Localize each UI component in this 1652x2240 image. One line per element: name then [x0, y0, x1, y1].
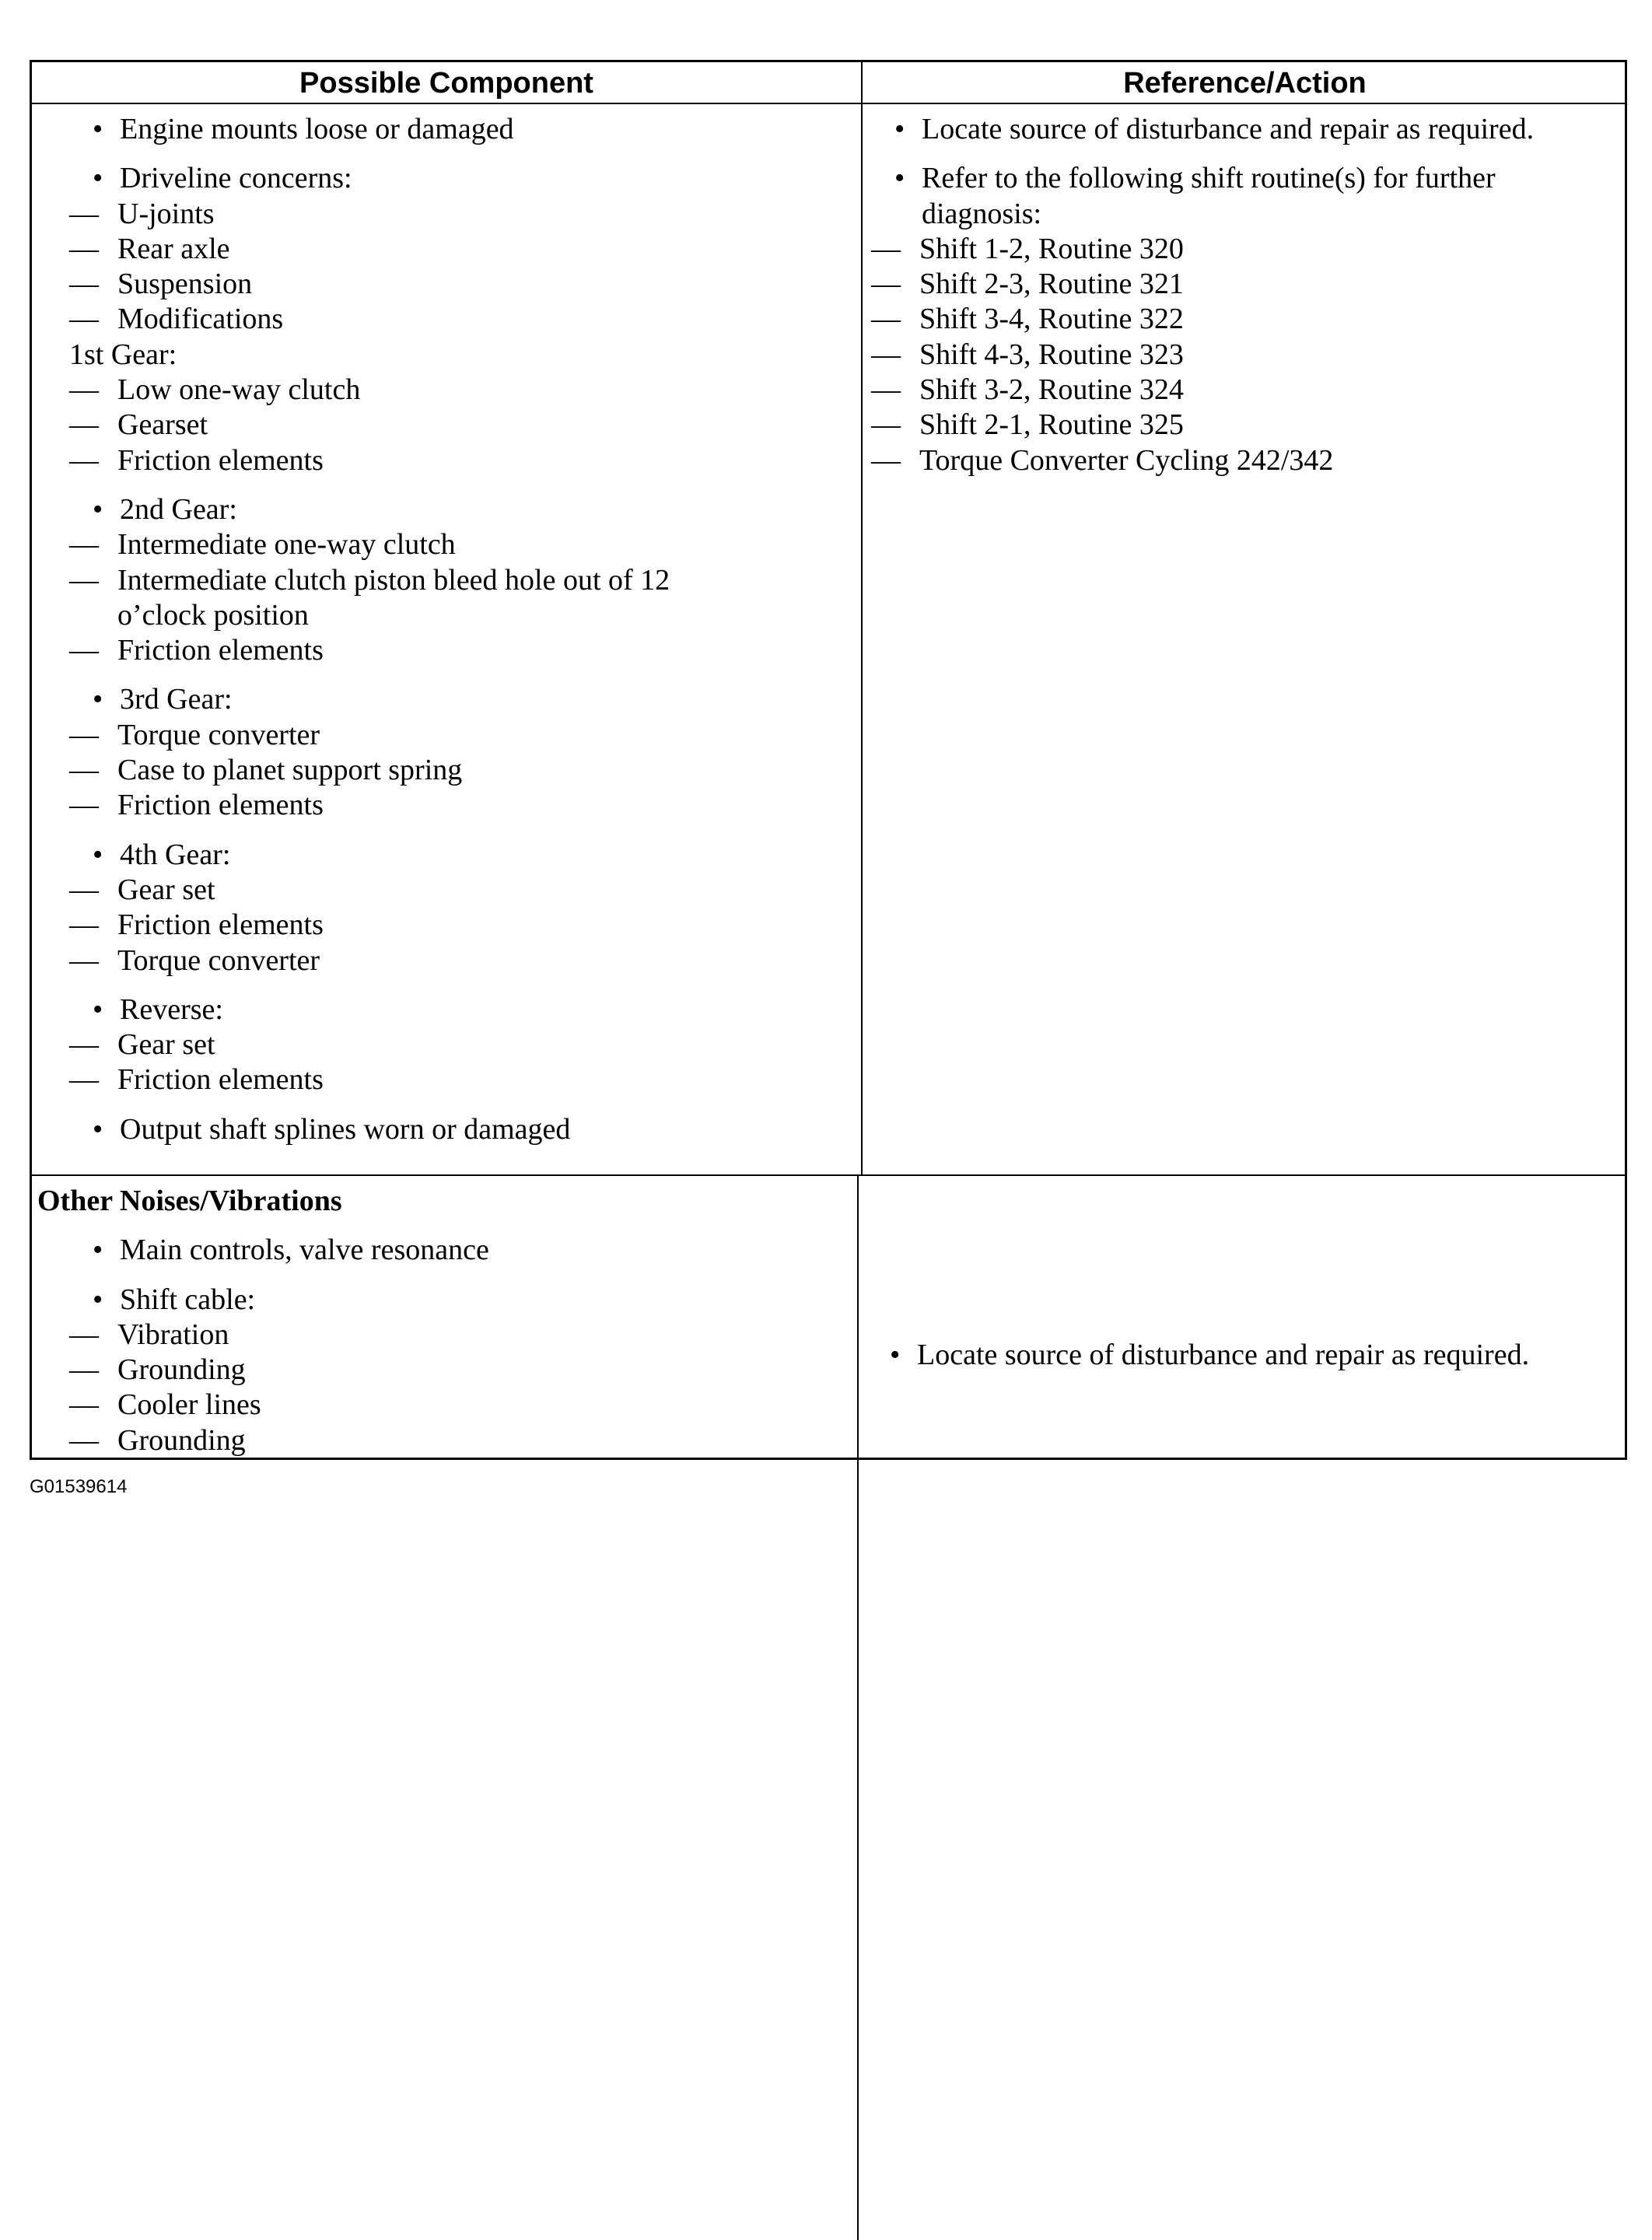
bullet-item: • 2nd Gear:: [93, 492, 237, 526]
dash-item: — Shift 1-2, Routine 320: [871, 232, 1184, 265]
dash-item: — Intermediate clutch piston bleed hole out of 12: [69, 563, 670, 597]
bullet-item: • 4th Gear:: [93, 838, 231, 871]
dash-item: — U-joints: [69, 197, 215, 230]
dash-item: — Rear axle: [69, 232, 230, 265]
dash-item: — Gearset: [69, 408, 208, 442]
component-group: [69, 682, 855, 823]
section1-components: [69, 112, 855, 1161]
dash-item: — Case to planet support spring: [69, 754, 463, 787]
dash-item: — Grounding: [69, 1353, 246, 1387]
section1-actions: [871, 112, 1622, 492]
section-heading-block: [37, 1184, 854, 1219]
dash-item: — Gear set: [69, 1028, 215, 1062]
component-group: [69, 1283, 854, 1458]
bullet-item: • Driveline concerns:: [93, 162, 352, 195]
dash-item: — Shift 3-2, Routine 324: [871, 373, 1184, 407]
component-group: [69, 1112, 855, 1147]
dash-item: — Shift 2-3, Routine 321: [871, 268, 1184, 301]
component-group: [69, 1233, 854, 1268]
dash-item: — Shift 3-4, Routine 322: [871, 303, 1184, 336]
bullet-item: • Engine mounts loose or damaged: [93, 113, 514, 145]
dash-item: — Vibration: [69, 1318, 229, 1351]
section2-actions: [866, 1338, 1621, 1373]
bullet-item: • Output shaft splines worn or damaged: [93, 1112, 571, 1146]
bullet-item: • Refer to the following shift routine(s) for further: [894, 162, 1496, 195]
dash-item: — Cooler lines: [69, 1388, 261, 1422]
component-group: [69, 492, 855, 668]
dash-item: — Friction elements: [69, 1063, 324, 1097]
component-group: [69, 161, 855, 478]
component-group: [69, 838, 855, 978]
section-divider: [32, 1174, 1625, 1176]
header-possible-component: Possible Component: [299, 67, 593, 100]
dash-item: — Low one-way clutch: [69, 373, 361, 407]
subheading: 1st Gear:: [69, 338, 177, 371]
column-divider-upper: [861, 62, 863, 1174]
bullet-item: • Main controls, valve resonance: [93, 1234, 489, 1267]
bullet-item: • Shift cable:: [93, 1283, 256, 1316]
dash-item: — Torque Converter Cycling 242/342: [871, 443, 1334, 477]
section2-components: [37, 1184, 854, 1472]
diagnosis-table: [30, 60, 1627, 1460]
bullet-item: • Locate source of disturbance and repair as required.: [890, 1339, 1530, 1371]
bullet-continuation: diagnosis:: [922, 197, 1042, 230]
section2-list: [37, 1233, 854, 1458]
column-divider-lower: [857, 1174, 859, 2240]
figure-id: G01539614: [30, 1476, 128, 1497]
dash-item: — Torque converter: [69, 943, 320, 977]
dash-item-continuation: o’clock position: [117, 598, 309, 632]
dash-item: — Friction elements: [69, 634, 324, 667]
dash-item: — Suspension: [69, 268, 253, 301]
dash-item: — Shift 4-3, Routine 323: [871, 338, 1184, 371]
dash-item: — Grounding: [69, 1423, 246, 1457]
bullet-item: • 3rd Gear:: [93, 683, 233, 716]
dash-item: — Torque converter: [69, 718, 320, 751]
dash-item: — Modifications: [69, 303, 284, 336]
bullet-item: • Reverse:: [93, 992, 223, 1026]
header-reference-action: Reference/Action: [1123, 67, 1367, 100]
component-group: [69, 112, 855, 147]
action-group: [871, 161, 1622, 478]
bullet-item: • Locate source of disturbance and repair as required.: [894, 113, 1535, 145]
dash-item: — Friction elements: [69, 789, 324, 822]
dash-item: — Intermediate one-way clutch: [69, 528, 456, 562]
dash-item: — Friction elements: [69, 443, 324, 477]
dash-item: — Shift 2-1, Routine 325: [871, 408, 1184, 442]
action-group: [871, 112, 1622, 147]
component-group: [69, 992, 855, 1098]
dash-item: — Gear set: [69, 873, 215, 906]
dash-item: — Friction elements: [69, 908, 324, 942]
section-title: Other Noises/Vibrations: [37, 1185, 342, 1217]
